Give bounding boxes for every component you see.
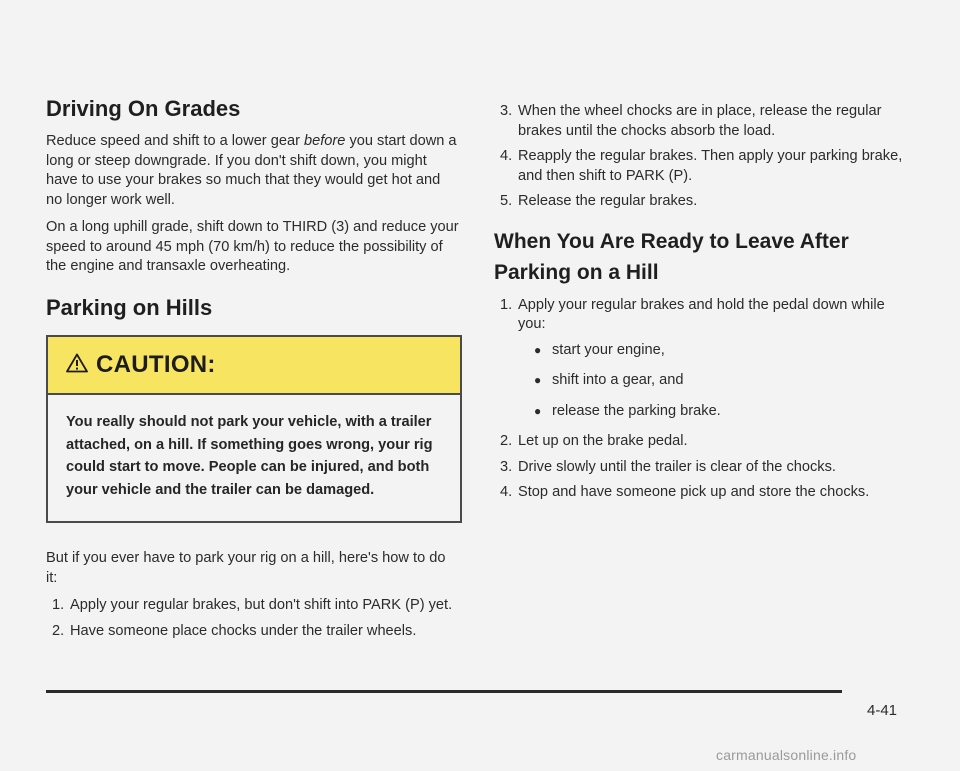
- caution-text: You really should not park your vehicle, with a trailer attached, on a hill. If something goes wrong, your rig could start to move. People can be injured, and both your vehicle and the trailer can be damaged.: [66, 414, 433, 498]
- step-number: 2.: [500, 433, 513, 449]
- heading-ready-to-leave: When You Are Ready to Leave After Parking on a Hill: [494, 229, 849, 284]
- bullet-item: [518, 402, 914, 422]
- list-item: [494, 483, 914, 503]
- step-number: 1.: [500, 296, 513, 313]
- step-text: Have someone place chocks under the trailer wheels.: [70, 622, 417, 639]
- bullet-icon: ●: [534, 373, 542, 387]
- step-number: 2.: [52, 622, 65, 639]
- page-number: 4-41: [867, 702, 898, 719]
- bullet-text: start your engine,: [552, 341, 665, 358]
- step-text: Release the regular brakes.: [518, 193, 698, 209]
- bullet-item: [518, 341, 914, 361]
- step-number: 1.: [52, 597, 65, 614]
- heading-driving-on-grades: Driving On Grades: [46, 96, 241, 121]
- step-text: Let up on the brake pedal.: [518, 433, 688, 449]
- step-text: Drive slowly until the trailer is clear of the chocks.: [518, 458, 836, 475]
- caution-body: [48, 395, 460, 511]
- left-steps-list: [46, 596, 460, 641]
- step-number: 3.: [500, 458, 513, 475]
- watermark: carmanualsonline.info: [716, 747, 857, 763]
- left-column: [46, 96, 460, 647]
- bullet-item: [518, 371, 914, 391]
- bullet-icon: ●: [534, 403, 542, 418]
- list-item: [494, 296, 914, 422]
- footer-divider: [46, 690, 842, 693]
- caution-box: [46, 335, 462, 523]
- step-text: When the wheel chocks are in place, release the regular brakes until the chocks absorb the load.: [518, 103, 882, 139]
- step-text: Reapply the regular brakes. Then apply your parking brake, and then shift to PARK (P).: [518, 148, 903, 184]
- bullet-text: shift into a gear, and: [552, 372, 684, 388]
- step-number: 3.: [500, 103, 513, 119]
- paragraph-downgrade-start: Reduce speed and shift to a lower gear: [46, 133, 304, 150]
- step-text: Apply your regular brakes and hold the pedal down while you:: [518, 296, 885, 332]
- list-item: [46, 596, 460, 616]
- paragraph-downgrade-end: you start down a long or steep downgrade. If you don't shift down, you might have to use your brakes so much that they would get hot and no longer work well.: [46, 133, 457, 208]
- emphasis-before: before: [304, 133, 346, 150]
- leave-steps-list: [494, 296, 914, 503]
- paragraph-park-rig: But if you ever have to park your rig on a hill, here's how to do it:: [46, 550, 446, 586]
- step-text: Apply your regular brakes, but don't shift into PARK (P) yet.: [70, 597, 453, 614]
- list-item: [46, 622, 460, 642]
- heading-parking-on-hills: Parking on Hills: [46, 294, 213, 320]
- caution-header: [48, 335, 460, 395]
- bullet-list: [518, 341, 914, 422]
- step-number: 4.: [500, 148, 513, 164]
- list-item: [494, 147, 914, 186]
- right-column: [494, 102, 914, 509]
- step-text: Stop and have someone pick up and store the chocks.: [518, 484, 870, 500]
- bullet-text: release the parking brake.: [552, 402, 721, 419]
- caution-title: CAUTION:: [96, 351, 216, 379]
- bullet-icon: ●: [534, 342, 542, 357]
- list-item: [494, 458, 914, 478]
- list-item: [494, 192, 914, 212]
- step-number: 4.: [500, 484, 513, 500]
- right-steps-list: [494, 102, 914, 212]
- list-item: [494, 432, 914, 452]
- paragraph-uphill: On a long uphill grade, shift down to THIRD (3) and reduce your speed to around 45 mph (70 km/h) to reduce the possibility of the engine and transaxle overheating.: [46, 219, 459, 275]
- step-number: 5.: [500, 193, 513, 209]
- paragraph-downgrade: [46, 132, 460, 210]
- list-item: [494, 102, 914, 141]
- warning-triangle-icon: [66, 353, 88, 378]
